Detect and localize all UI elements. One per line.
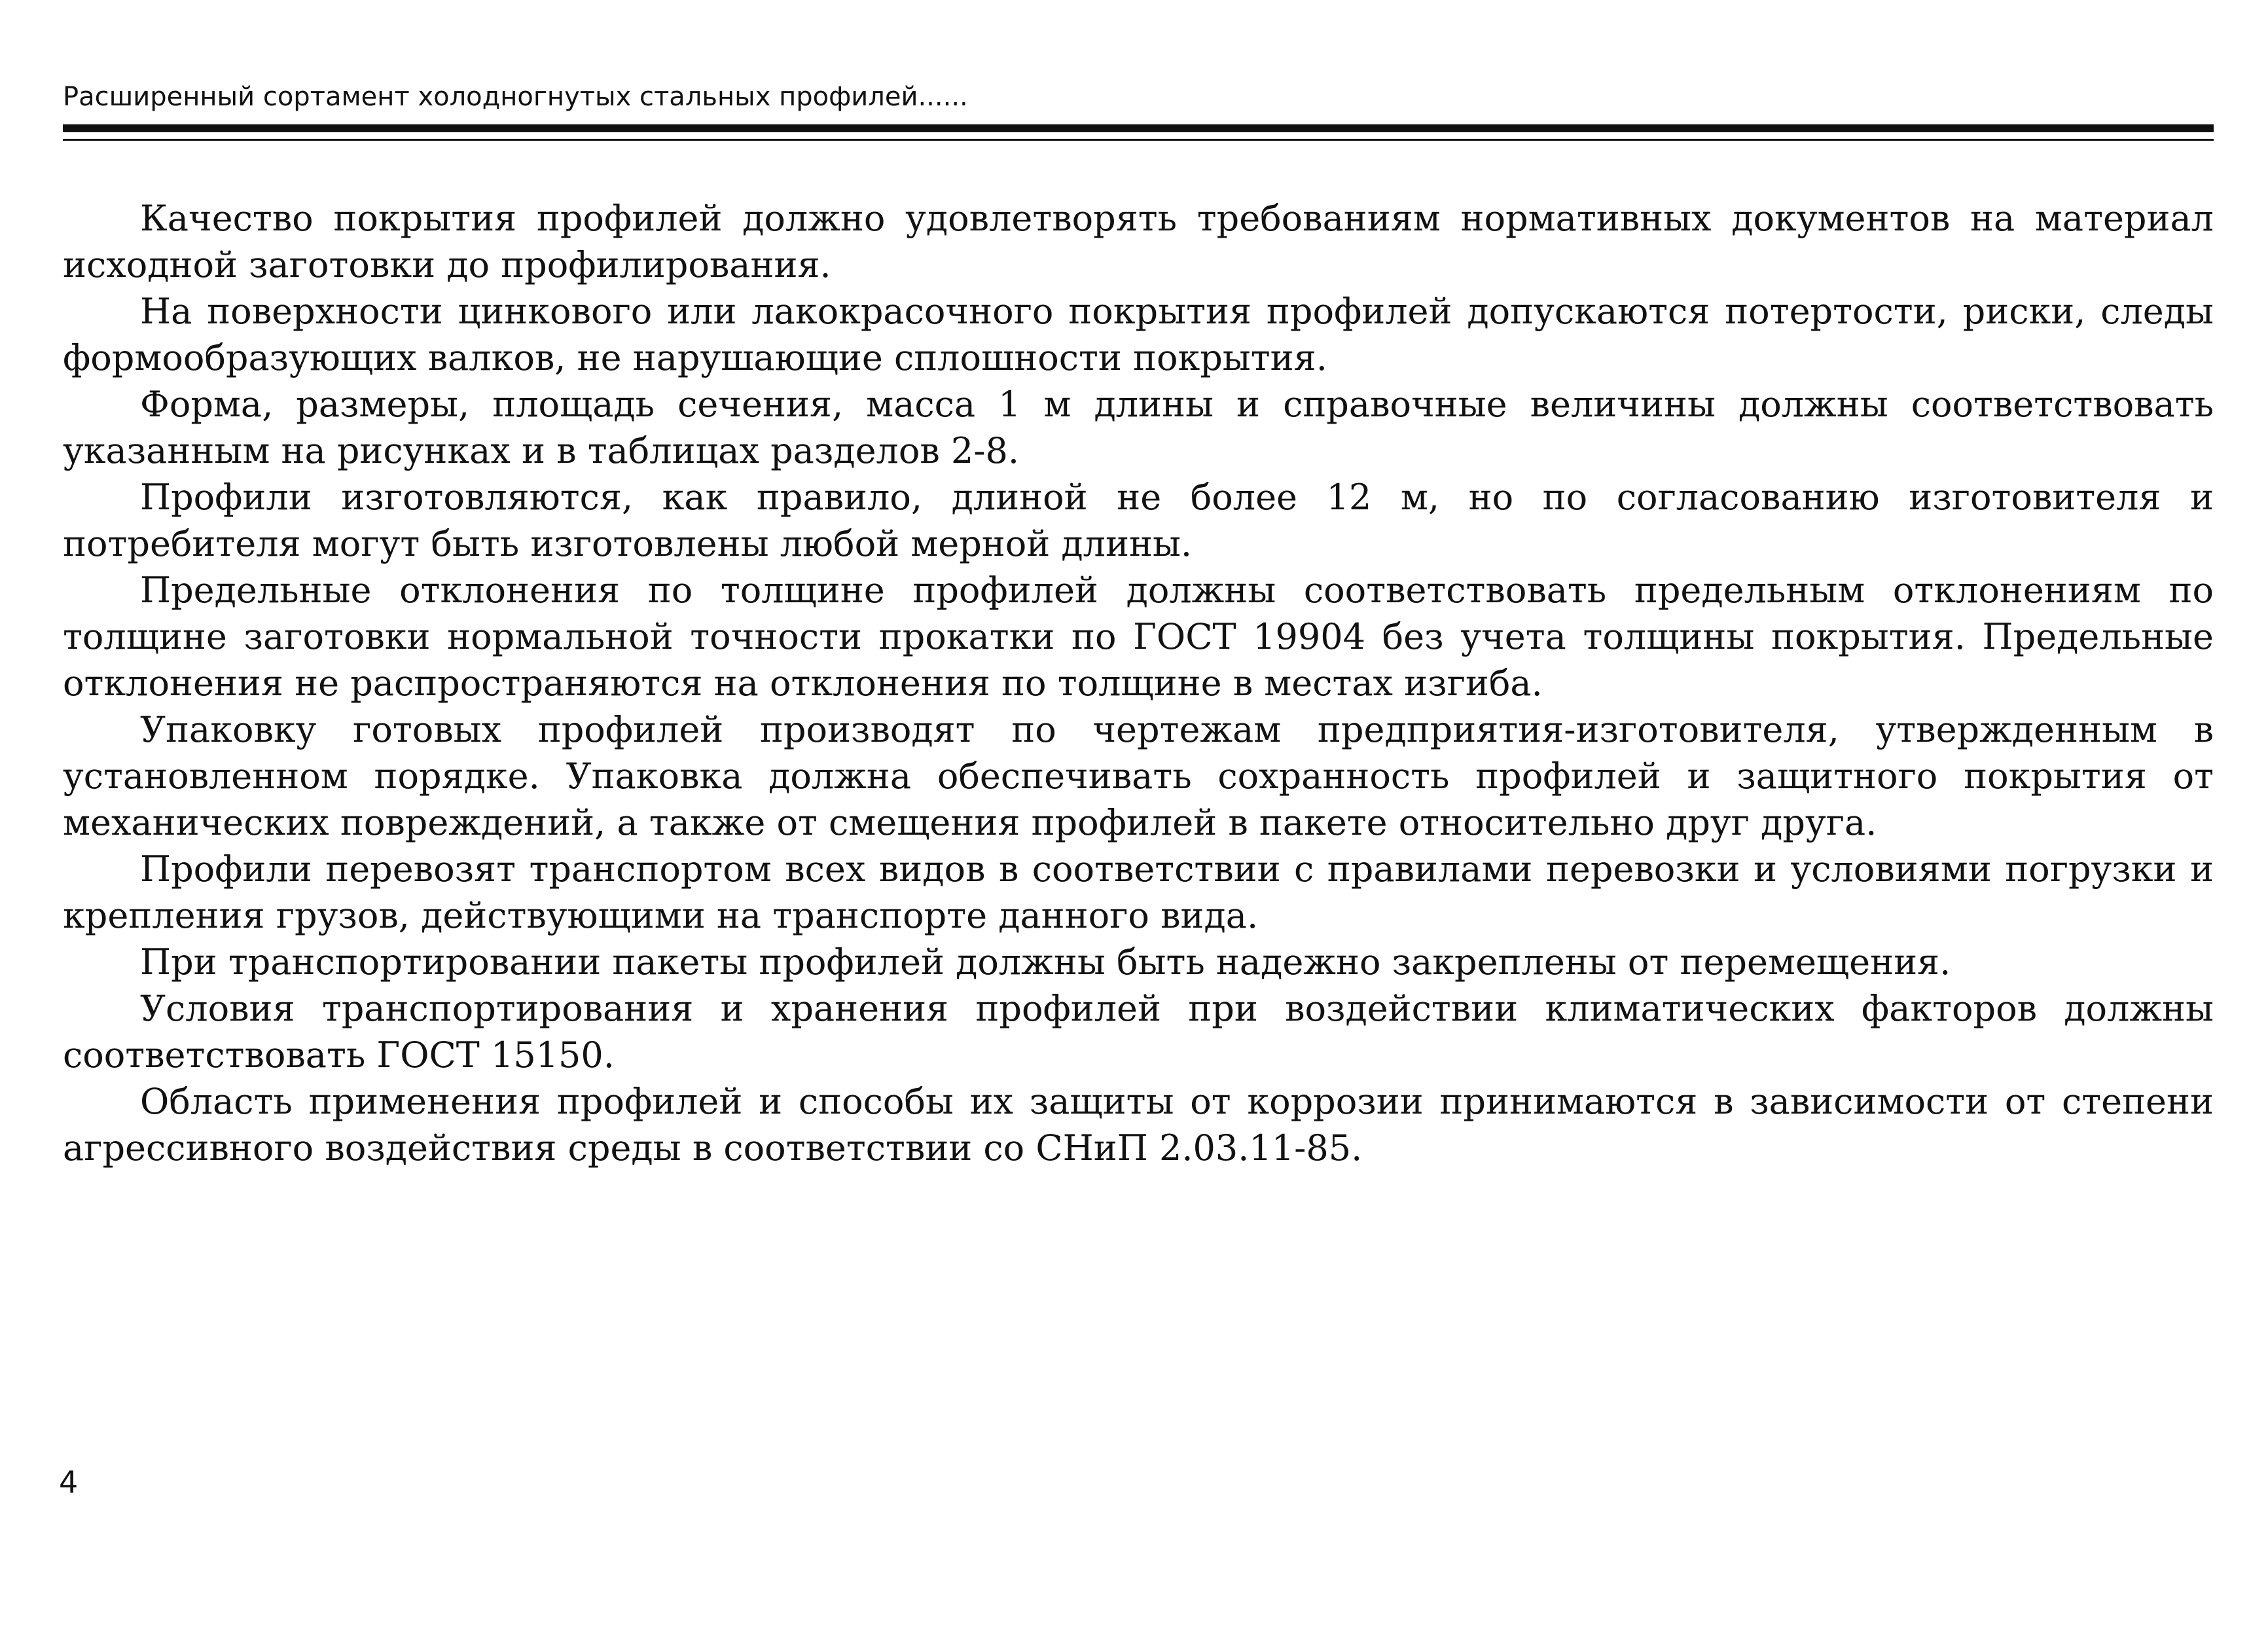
header-rule-thick (63, 124, 2214, 132)
running-header-title: Расширенный сортамент холодногнутых стальных профилей...... (63, 82, 968, 112)
body-text (63, 195, 2214, 1171)
paragraph-profile-length: Профили изготовляются, как правило, длиной не более 12 м, но по согласованию изготовителя и потребителя могут быть изготовлены любой мерной длины. (63, 477, 2214, 564)
paragraph-package-fixing: При транспортировании пакеты профилей должны быть надежно закреплены от перемещения. (140, 941, 1951, 983)
paragraph-coating-quality: Качество покрытия профилей должно удовлетворять требованиям нормативных документов на материал исходной заготовки до профилирования. (63, 198, 2214, 285)
paragraph-transportation: Профили перевозят транспортом всех видов в соответствии с правилами перевозки и условиями погрузки и крепления грузов, действующими на транспорте данного вида. (63, 848, 2214, 936)
paragraph-corrosion-protection: Область применения профилей и способы их защиты от коррозии принимаются в зависимости от степени агрессивного воздействия среды в соответствии со СНиП 2.03.11-85. (63, 1081, 2214, 1169)
page-number: 4 (59, 1464, 79, 1500)
paragraph-thickness-tolerances: Предельные отклонения по толщине профилей должны соответствовать предельным отклонениям по толщине заготовки нормальной точности прокатки по ГОСТ 19904 без учета толщины покрытия. Предельные отклонения не распространяются на отклонения по толщине в местах изгиба. (63, 570, 2214, 704)
paragraph-packaging: Упаковку готовых профилей производят по чертежам предприятия-изготовителя, утвержденным в установленном порядке. Упаковка должна обеспечивать сохранность профилей и защитного покрытия от механических повреждений, а также от смещения профилей в пакете относительно друг друга. (63, 709, 2214, 843)
paragraph-storage-conditions: Условия транспортирования и хранения профилей при воздействии климатических факторов должны соответствовать ГОСТ 15150. (63, 988, 2214, 1076)
paragraph-form-dimensions: Форма, размеры, площадь сечения, масса 1 м длины и справочные величины должны соответствовать указанным на рисунках и в таблицах разделов 2-8. (63, 384, 2214, 471)
header-rule-thin (63, 139, 2214, 141)
paragraph-surface-defects: На поверхности цинкового или лакокрасочного покрытия профилей допускаются потертости, риски, следы формообразующих валков, не нарушающие сплошности покрытия. (63, 291, 2214, 378)
